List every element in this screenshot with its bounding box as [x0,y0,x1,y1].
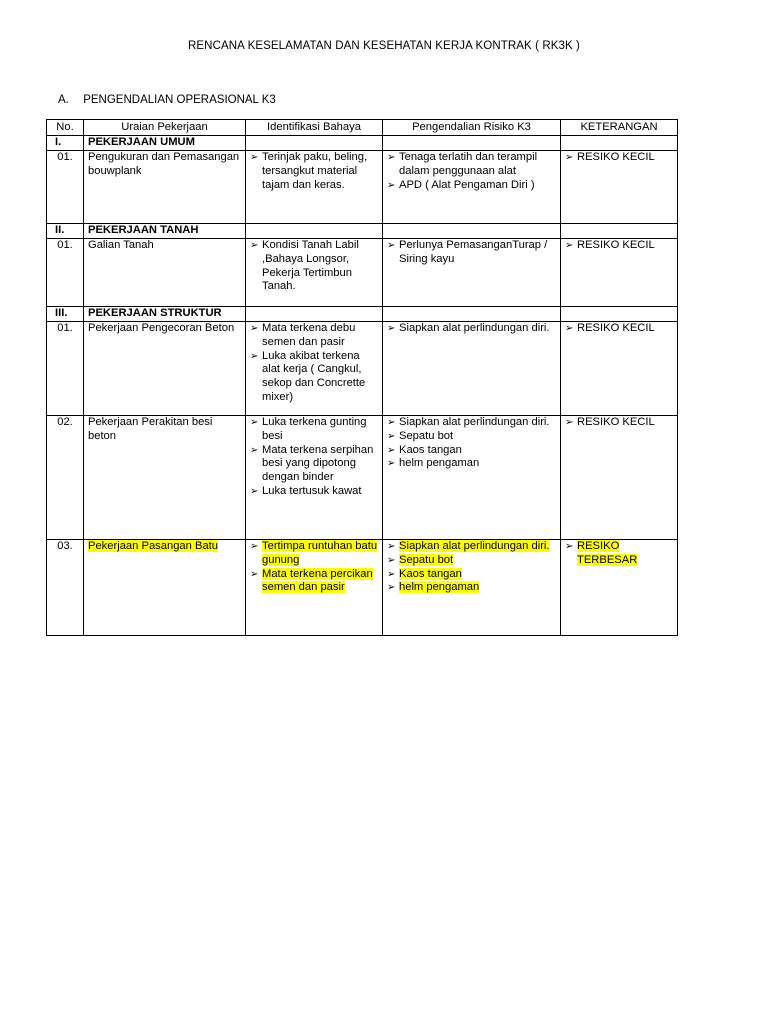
row-pengendalian [383,540,561,636]
bahaya-text: Tertimpa runtuhan batu gunung [262,540,378,566]
header-keterangan: KETERANGAN [561,120,678,136]
empty-cell [383,307,561,322]
row-no: 01. [47,239,84,307]
pengendalian-item [387,581,556,595]
bahaya-text: Mata terkena serpihan besi yang dipotong dengan binder [262,443,374,484]
bahaya-item [250,416,378,444]
row-bahaya [246,239,383,307]
row-uraian-text: Pekerjaan Pengecoran Beton [88,322,235,334]
bahaya-item [250,239,378,294]
keterangan-list [565,540,673,568]
keterangan-item [565,239,673,253]
row-keterangan [561,540,678,636]
section-title: PEKERJAAN STRUKTUR [84,307,246,322]
keterangan-item [565,151,673,165]
header-pengendalian: Pengendalian Risiko K3 [383,120,561,136]
row-uraian [84,151,246,224]
row-uraian-text: Pekerjaan Pasangan Batu [88,540,218,552]
keterangan-list [565,322,673,336]
section-title: PEKERJAAN TANAH [84,224,246,239]
table-row [47,540,678,636]
row-no: 01. [47,151,84,224]
bahaya-list [250,322,378,405]
pengendalian-text: helm pengaman [399,457,480,470]
pengendalian-list [387,151,556,192]
row-pengendalian [383,322,561,416]
section-number: II. [47,224,84,239]
bahaya-text: Terinjak paku, beling, tersangkut material tajam dan keras. [262,151,368,191]
pengendalian-text: APD ( Alat Pengaman Diri ) [399,178,535,191]
bahaya-text: Mata terkena debu semen dan pasir [262,322,356,348]
row-keterangan [561,239,678,307]
keterangan-item [565,416,673,430]
pengendalian-text: Kaos tangan [399,443,462,456]
pengendalian-text: Sepatu bot [399,429,454,442]
keterangan-text: RESIKO KECIL [577,239,655,251]
section-title: PEKERJAAN UMUM [84,136,246,151]
bahaya-item [250,444,378,485]
bahaya-item [250,485,378,499]
table-row [47,416,678,540]
bahaya-list [250,239,378,294]
pengendalian-item [387,457,556,471]
pengendalian-text: Perlunya PemasanganTurap / Siring kayu [399,239,548,265]
pengendalian-item [387,554,556,568]
bahaya-text: Luka tertusuk kawat [262,484,362,497]
keterangan-item [565,540,673,568]
keterangan-item [565,322,673,336]
pengendalian-text: helm pengaman [399,581,480,594]
bahaya-list [250,416,378,499]
bahaya-item [250,151,378,192]
header-identifikasi: Identifikasi Bahaya [246,120,383,136]
pengendalian-item [387,151,556,179]
header-no: No. [47,120,84,136]
empty-cell [561,136,678,151]
empty-cell [561,224,678,239]
row-no: 03. [47,540,84,636]
pengendalian-text: Siapkan alat perlindungan diri. [399,322,550,334]
pengendalian-list [387,540,556,595]
document-title: RENCANA KESELAMATAN DAN KESEHATAN KERJA KONTRAK ( RK3K ) [187,40,580,52]
table-body [47,136,678,636]
bahaya-text: Luka akibat terkena alat kerja ( Cangkul, sekop dan Concrette mixer) [262,349,366,403]
table-row [47,322,678,416]
keterangan-text: RESIKO KECIL [577,151,655,163]
k3-control-table [46,119,678,636]
section-number: III. [47,307,84,322]
bahaya-text: Luka terkena gunting besi [262,416,367,442]
row-no: 01. [47,322,84,416]
pengendalian-item [387,568,556,582]
empty-cell [246,307,383,322]
bahaya-text: Kondisi Tanah Labil ,Bahaya Longsor, Pekerja Tertimbun Tanah. [262,239,359,293]
empty-cell [246,224,383,239]
empty-cell [383,136,561,151]
header-uraian: Uraian Pekerjaan [84,120,246,136]
row-uraian [84,540,246,636]
empty-cell [561,307,678,322]
row-uraian [84,239,246,307]
keterangan-text: RESIKO TERBESAR [577,540,638,566]
pengendalian-item [387,416,556,430]
bahaya-text: Mata terkena percikan semen dan pasir [262,567,373,594]
bahaya-item [250,350,378,405]
section-row [47,136,678,151]
row-pengendalian [383,416,561,540]
row-bahaya [246,322,383,416]
row-bahaya [246,416,383,540]
pengendalian-item [387,239,556,267]
row-uraian [84,416,246,540]
section-row [47,224,678,239]
row-bahaya [246,151,383,224]
row-keterangan [561,416,678,540]
table-header-row [47,120,678,136]
pengendalian-text: Tenaga terlatih dan terampil dalam penggunaan alat [399,151,538,177]
pengendalian-item [387,540,556,554]
bahaya-item [250,540,378,568]
pengendalian-text: Siapkan alat perlindungan diri. [399,416,550,428]
pengendalian-list [387,322,556,336]
row-pengendalian [383,239,561,307]
row-bahaya [246,540,383,636]
pengendalian-item [387,179,556,193]
bahaya-list [250,540,378,595]
table-row [47,239,678,307]
pengendalian-text: Kaos tangan [399,567,462,580]
pengendalian-item [387,322,556,336]
keterangan-list [565,416,673,430]
empty-cell [246,136,383,151]
keterangan-text: RESIKO KECIL [577,322,655,334]
row-keterangan [561,151,678,224]
row-uraian-text: Galian Tanah [88,239,154,251]
section-number: A. [58,94,69,106]
keterangan-list [565,151,673,165]
row-pengendalian [383,151,561,224]
bahaya-item [250,322,378,350]
keterangan-text: RESIKO KECIL [577,416,655,428]
pengendalian-text: Siapkan alat perlindungan diri. [399,540,550,552]
pengendalian-item [387,430,556,444]
row-uraian-text: Pengukuran dan Pemasangan bouwplank [88,151,240,177]
pengendalian-list [387,416,556,471]
bahaya-list [250,151,378,192]
pengendalian-text: Sepatu bot [399,553,454,566]
row-no: 02. [47,416,84,540]
bahaya-item [250,568,378,596]
row-uraian-text: Pekerjaan Perakitan besi beton [88,416,213,442]
empty-cell [383,224,561,239]
pengendalian-item [387,444,556,458]
row-uraian [84,322,246,416]
section-row [47,307,678,322]
keterangan-list [565,239,673,253]
section-heading [58,94,276,106]
row-keterangan [561,322,678,416]
pengendalian-list [387,239,556,267]
table-row [47,151,678,224]
section-number: I. [47,136,84,151]
section-title: PENGENDALIAN OPERASIONAL K3 [83,94,276,106]
